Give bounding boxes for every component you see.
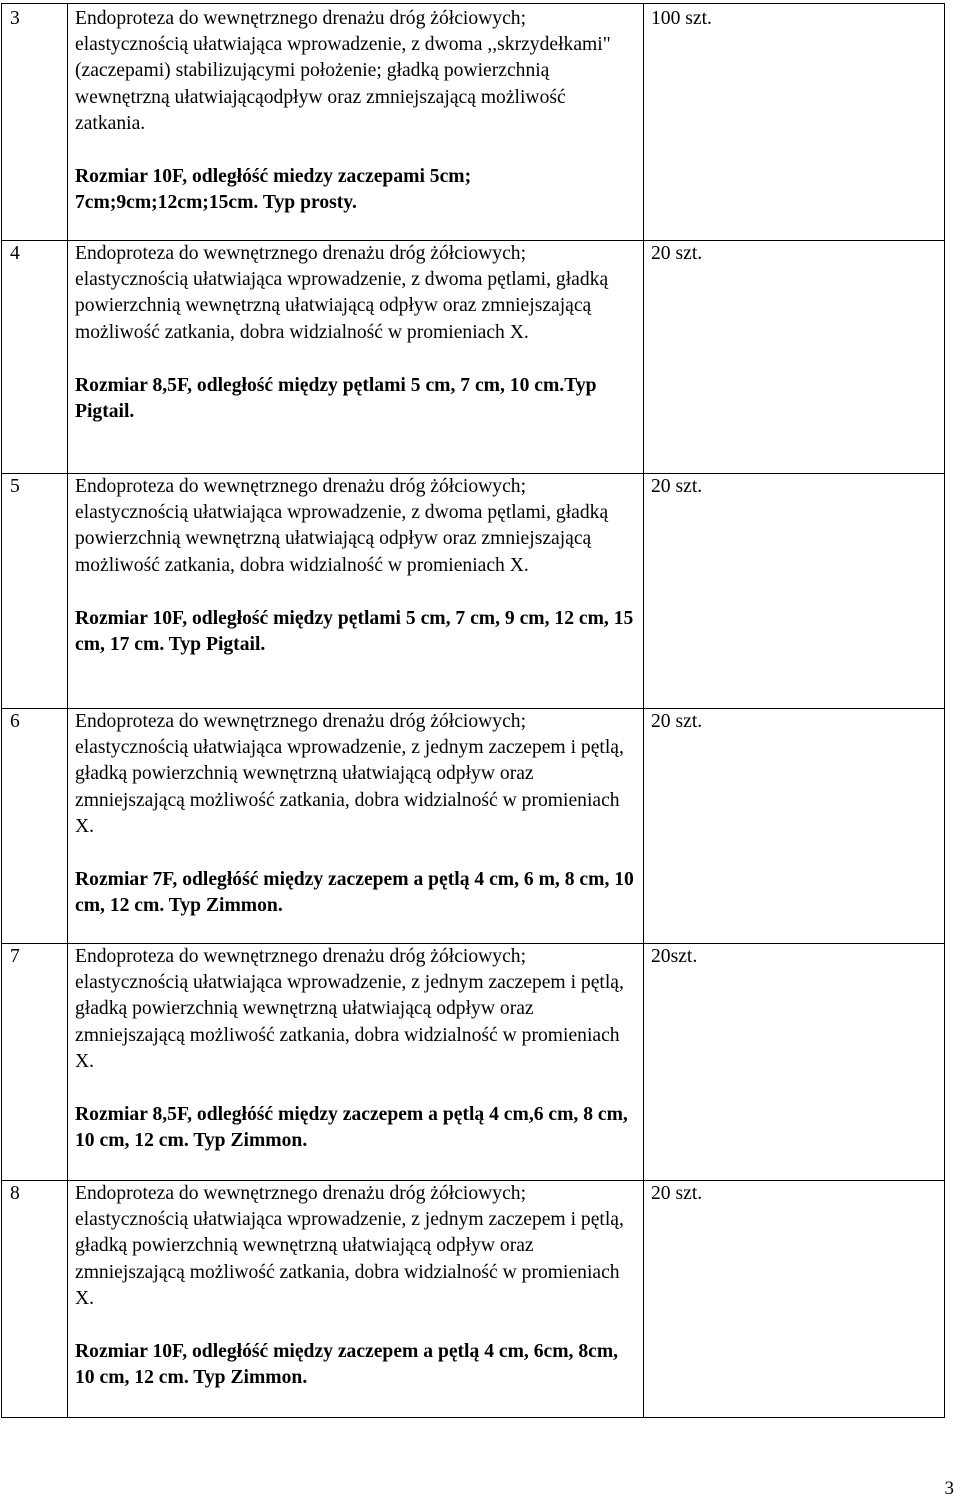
item-size: Rozmiar 10F, odległóść miedzy zaczepami 5cm; 7cm;9cm;12cm;15cm. Typ prosty. [75, 166, 472, 214]
page-number: 3 [944, 1478, 954, 1499]
item-number: 8 [2, 1181, 68, 1418]
item-quantity: 20szt. [644, 944, 945, 1181]
table-row [2, 944, 945, 1181]
item-number: 4 [2, 241, 68, 474]
item-description: Endoproteza do wewnętrznego drenażu dróg żółciowych; elastycznością ułatwiająca wprowadzenie, z dwoma pętlami, gładką powierzchnią wewnętrzną ułatwiającą odpływ oraz zmniejszającą możliwość zatkania, dobra widzialność w promieniach X. [75, 476, 609, 576]
table-row [2, 241, 945, 474]
item-size: Rozmiar 8,5F, odległóść między zaczepem a pętlą 4 cm,6 cm, 8 cm, 10 cm, 12 cm. Typ Zimmon. [75, 1104, 628, 1152]
item-description-cell [68, 944, 644, 1181]
item-number: 5 [2, 474, 68, 709]
item-description-cell [68, 241, 644, 474]
item-quantity: 20 szt. [644, 709, 945, 944]
item-description: Endoproteza do wewnętrznego drenażu dróg żółciowych; elastycznością ułatwiająca wprowadzenie, z jednym zaczepem i pętlą, gładką powierzchnią wewnętrzną ułatwiającą odpływ oraz zmniejszającą możliwość zatkania, dobra widzialność w promieniach X. [75, 1183, 624, 1309]
item-quantity: 100 szt. [644, 4, 945, 241]
table-row [2, 4, 945, 241]
item-description: Endoproteza do wewnętrznego drenażu dróg żółciowych; elastycznością ułatwiająca wprowadzenie, z dwoma ,,skrzydełkami"(zaczepami) stabilizującymi położenie; gładką powierzchnią wewnętrzną ułatwiającąodpływ oraz zmniejszającą możliwość zatkania. [75, 8, 611, 134]
item-quantity: 20 szt. [644, 241, 945, 474]
item-description-cell [68, 709, 644, 944]
item-size: Rozmiar 10F, odległość między pętlami 5 cm, 7 cm, 9 cm, 12 cm, 15 cm, 17 cm. Typ Pigtail. [75, 607, 634, 656]
item-size: Rozmiar 7F, odległóść między zaczepem a pętlą 4 cm, 6 m, 8 cm, 10 cm, 12 cm. Typ Zimmon. [75, 869, 634, 917]
item-quantity: 20 szt. [644, 1181, 945, 1418]
table-row [2, 1181, 945, 1418]
item-quantity: 20 szt. [644, 474, 945, 709]
item-description: Endoproteza do wewnętrznego drenażu dróg żółciowych; elastycznością ułatwiająca wprowadzenie, z jednym zaczepem i pętlą, gładką powierzchnią wewnętrzną ułatwiającą odpływ oraz zmniejszającą możliwość zatkania, dobra widzialność w promieniach X. [75, 711, 624, 837]
specification-table [1, 3, 945, 1418]
item-description-cell [68, 4, 644, 241]
item-number: 7 [2, 944, 68, 1181]
item-description: Endoproteza do wewnętrznego drenażu dróg żółciowych; elastycznością ułatwiająca wprowadzenie, z jednym zaczepem i pętlą, gładką powierzchnią wewnętrzną ułatwiającą odpływ oraz zmniejszającą możliwość zatkania, dobra widzialność w promieniach X. [75, 946, 624, 1072]
item-description: Endoproteza do wewnętrznego drenażu dróg żółciowych; elastycznością ułatwiająca wprowadzenie, z dwoma pętlami, gładką powierzchnią wewnętrzną ułatwiającą odpływ oraz zmniejszającą możliwość zatkania, dobra widzialność w promieniach X. [75, 243, 609, 343]
item-description-cell [68, 1181, 644, 1418]
table-row [2, 474, 945, 709]
table-row [2, 709, 945, 944]
item-size: Rozmiar 8,5F, odległość między pętlami 5 cm, 7 cm, 10 cm.Typ Pigtail. [75, 374, 597, 423]
item-number: 3 [2, 4, 68, 241]
item-number: 6 [2, 709, 68, 944]
item-size: Rozmiar 10F, odległóść między zaczepem a pętlą 4 cm, 6cm, 8cm, 10 cm, 12 cm. Typ Zimmon. [75, 1341, 619, 1389]
item-description-cell [68, 474, 644, 709]
